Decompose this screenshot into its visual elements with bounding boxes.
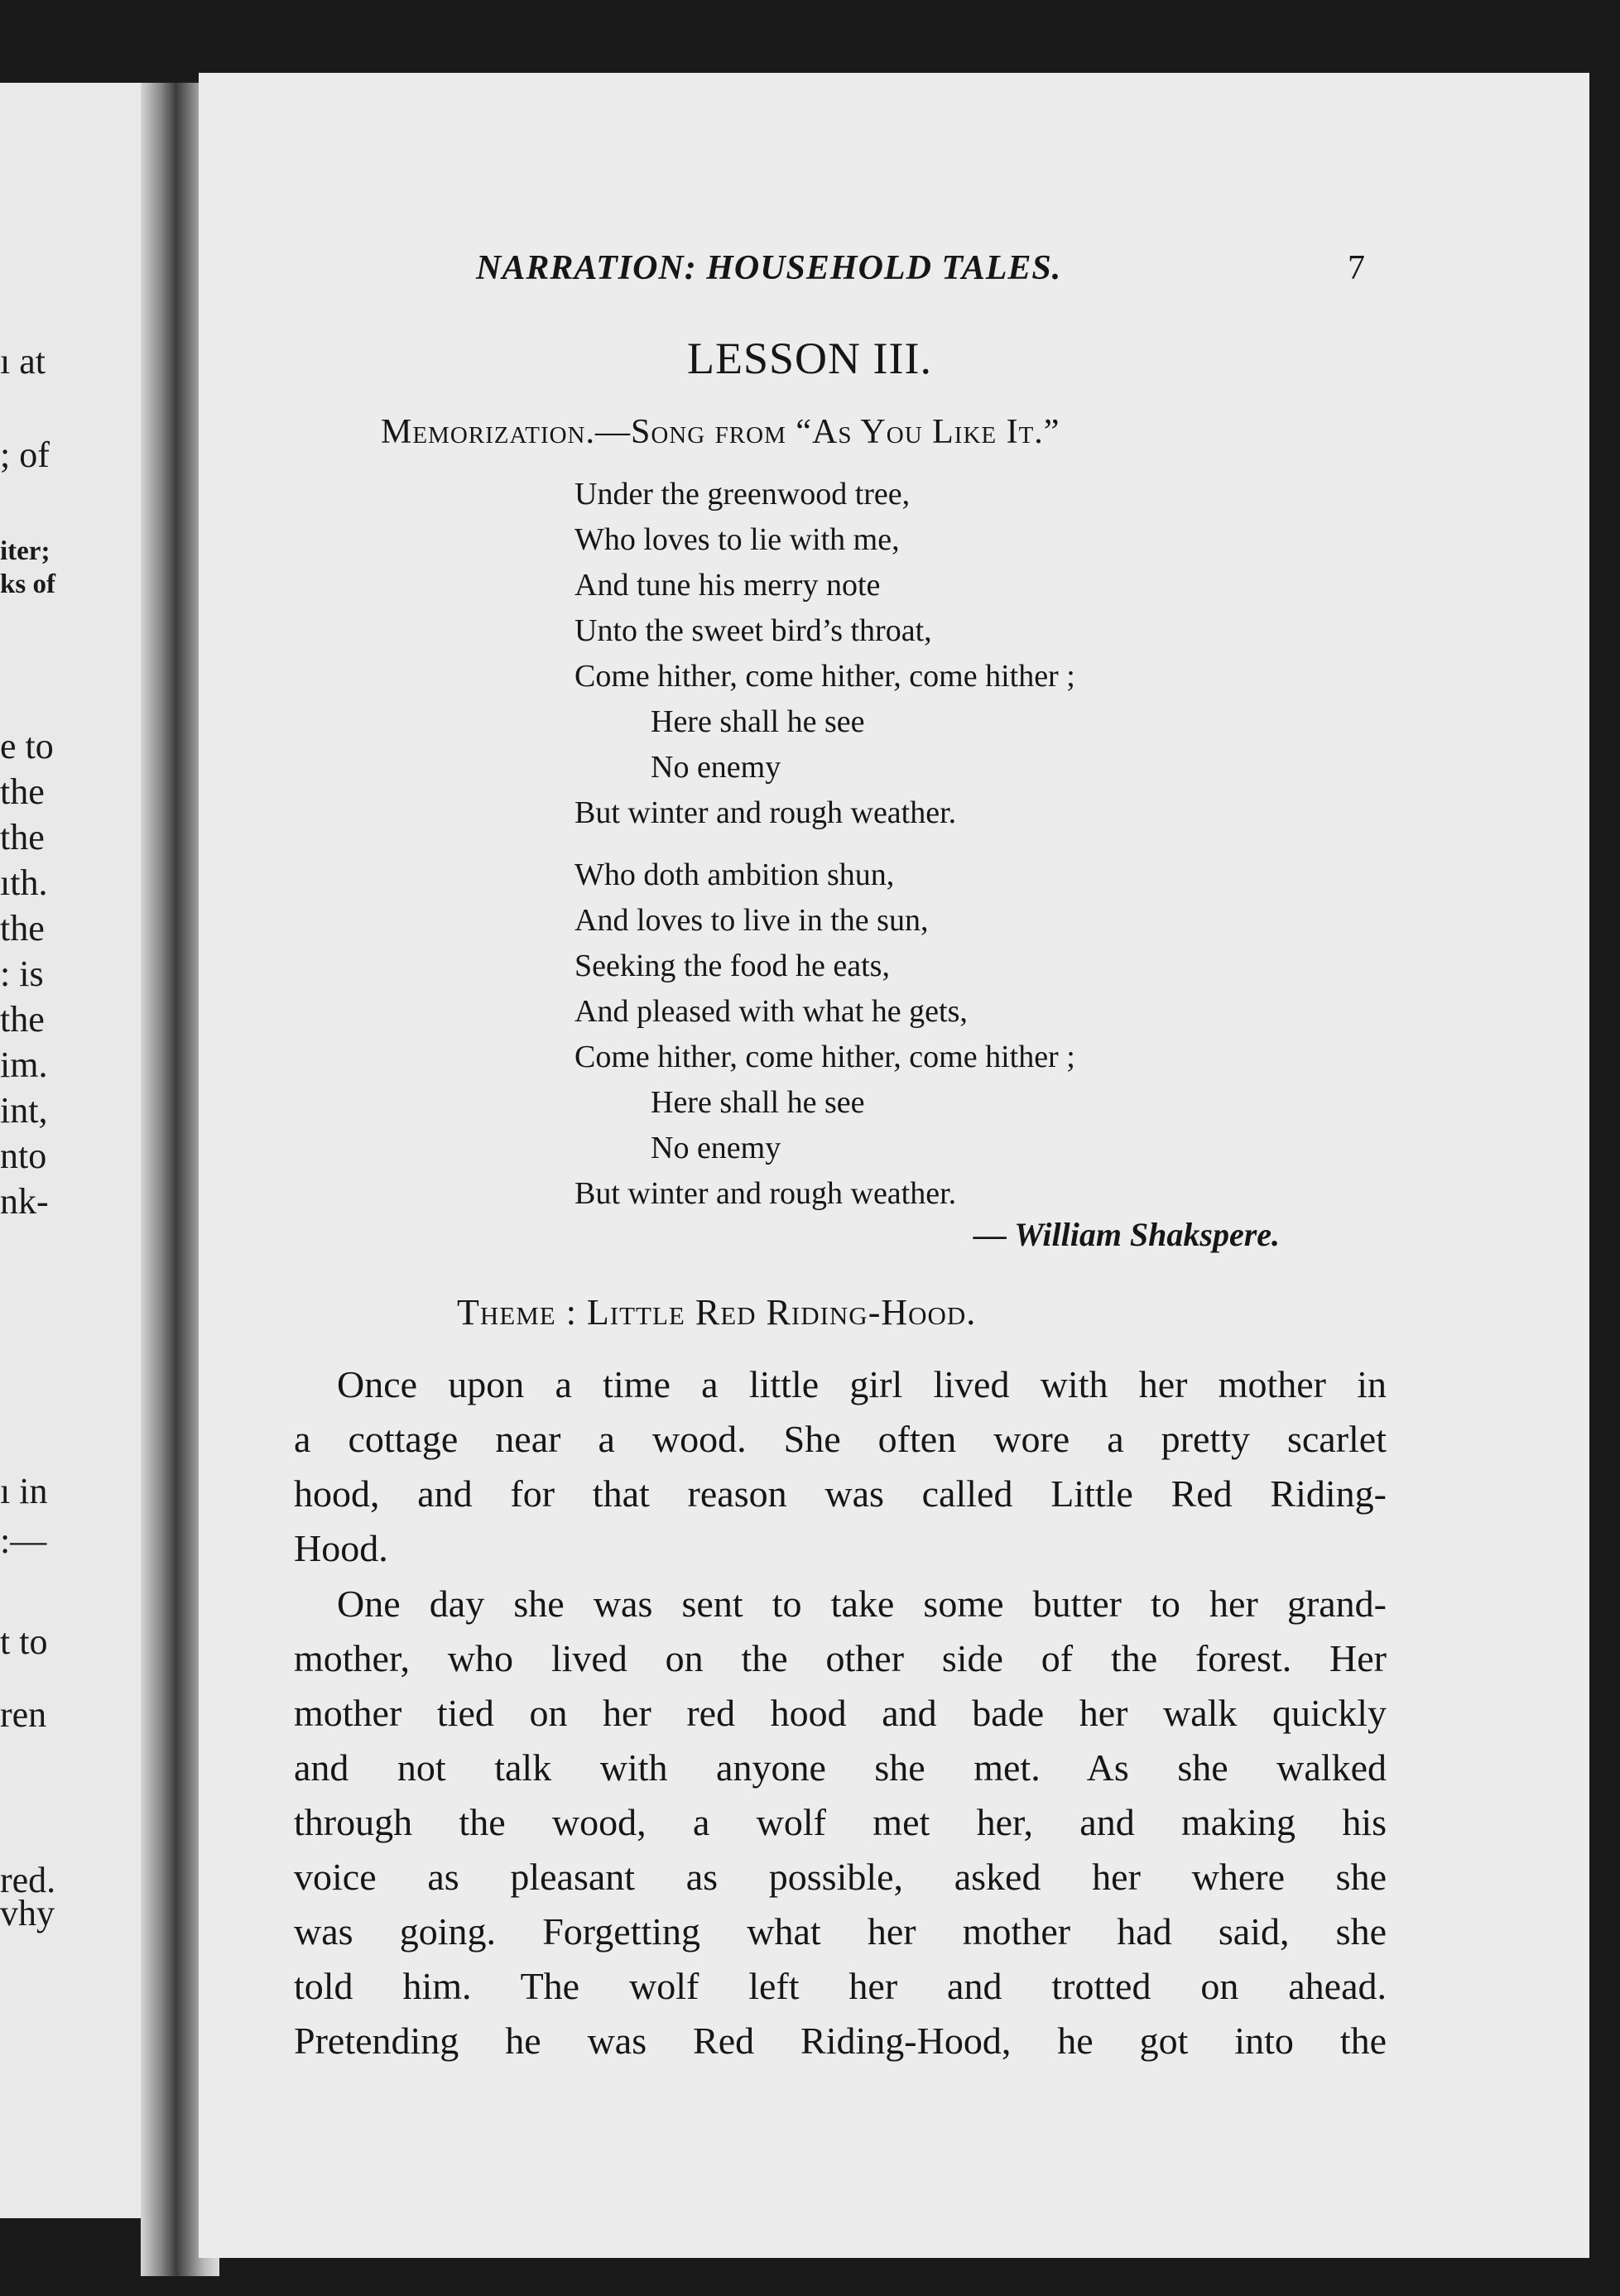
- theme-heading: Theme : Little Red Riding-Hood.: [457, 1292, 977, 1333]
- text-line: mother, who lived on the other side of the forest. Her: [294, 1637, 1387, 1679]
- lesson-title: LESSON III.: [687, 334, 932, 383]
- poem-line: And loves to live in the sun,: [574, 903, 929, 938]
- left-page-fragment: vhy: [0, 1893, 55, 1933]
- poem-line: Under the greenwood tree,: [574, 477, 911, 512]
- left-page-fragment: ren: [0, 1694, 47, 1735]
- left-page-fragment: the: [0, 908, 45, 949]
- poem-line: But winter and rough weather.: [574, 795, 957, 830]
- poem-line: No enemy: [651, 750, 781, 785]
- story-paragraph-1: [294, 1357, 1387, 1576]
- memorization-heading: Memorization.—Song from “As You Like It.”: [381, 413, 1060, 451]
- left-page-fragment: ı at: [0, 341, 46, 382]
- text-line: Once upon a time a little girl lived with her mother in: [337, 1363, 1387, 1405]
- text-line: Pretending he was Red Riding-Hood, he got into the: [294, 2020, 1387, 2062]
- left-page-fragment: t to: [0, 1621, 48, 1662]
- story-paragraph-2: [294, 1577, 1387, 2068]
- text-line: mother tied on her red hood and bade her walk quickly: [294, 1692, 1387, 1734]
- poem-line: Unto the sweet bird’s throat,: [574, 613, 932, 648]
- poem-line: Who loves to lie with me,: [574, 522, 900, 557]
- text-line: hood, and for that reason was called Little Red Riding-: [294, 1472, 1387, 1515]
- left-page-fragment: nk-: [0, 1181, 49, 1222]
- left-page-fragment: iter;: [0, 536, 50, 566]
- text-line: was going. Forgetting what her mother had said, she: [294, 1910, 1387, 1953]
- left-page-fragment: nto: [0, 1136, 47, 1176]
- text-line: a cottage near a wood. She often wore a pretty scarlet: [294, 1418, 1387, 1460]
- poem-line: Come hither, come hither, come hither ;: [574, 1040, 1075, 1074]
- poem-line: Come hither, come hither, come hither ;: [574, 659, 1075, 694]
- poem-line: But winter and rough weather.: [574, 1176, 957, 1211]
- left-page-fragment: the: [0, 817, 45, 857]
- poem-attribution: — William Shakspere.: [973, 1216, 1281, 1253]
- poem-stanza-1: [574, 472, 1075, 836]
- poem-stanza-2: [574, 853, 1075, 1217]
- page-number: 7: [1348, 249, 1365, 287]
- text-line: Hood.: [294, 1527, 388, 1569]
- poem-line: Seeking the food he eats,: [574, 949, 890, 983]
- left-page-fragment: ı in: [0, 1471, 48, 1511]
- left-page-fragment: ks of: [0, 569, 55, 599]
- poem-line: Who doth ambition shun,: [574, 857, 895, 892]
- poem-line: No enemy: [651, 1131, 781, 1165]
- left-page-fragment: :—: [0, 1520, 47, 1561]
- poem-line: And pleased with what he gets,: [574, 994, 968, 1029]
- left-page-fragment: : is: [0, 953, 44, 994]
- text-line: voice as pleasant as possible, asked her where she: [294, 1856, 1387, 1898]
- left-page-fragment: ıth.: [0, 862, 48, 903]
- text-line: One day she was sent to take some butter to her grand-: [337, 1583, 1387, 1625]
- left-page-fragment: int,: [0, 1090, 48, 1131]
- poem-line: And tune his merry note: [574, 568, 881, 603]
- left-page-fragment: e to: [0, 726, 54, 766]
- running-head: NARRATION: HOUSEHOLD TALES.: [476, 249, 1062, 287]
- left-page-fragment: the: [0, 999, 45, 1040]
- left-page-fragment: im.: [0, 1045, 48, 1085]
- left-page-fragment: red.: [0, 1860, 56, 1900]
- text-line: and not talk with anyone she met. As she walked: [294, 1746, 1387, 1789]
- poem-line: Here shall he see: [651, 704, 865, 739]
- text-line: told him. The wolf left her and trotted on ahead.: [294, 1965, 1387, 2007]
- left-page-fragment: the: [0, 771, 45, 812]
- text-line: through the wood, a wolf met her, and making his: [294, 1801, 1387, 1843]
- poem-line: Here shall he see: [651, 1085, 865, 1120]
- left-page-fragment: ; of: [0, 435, 50, 475]
